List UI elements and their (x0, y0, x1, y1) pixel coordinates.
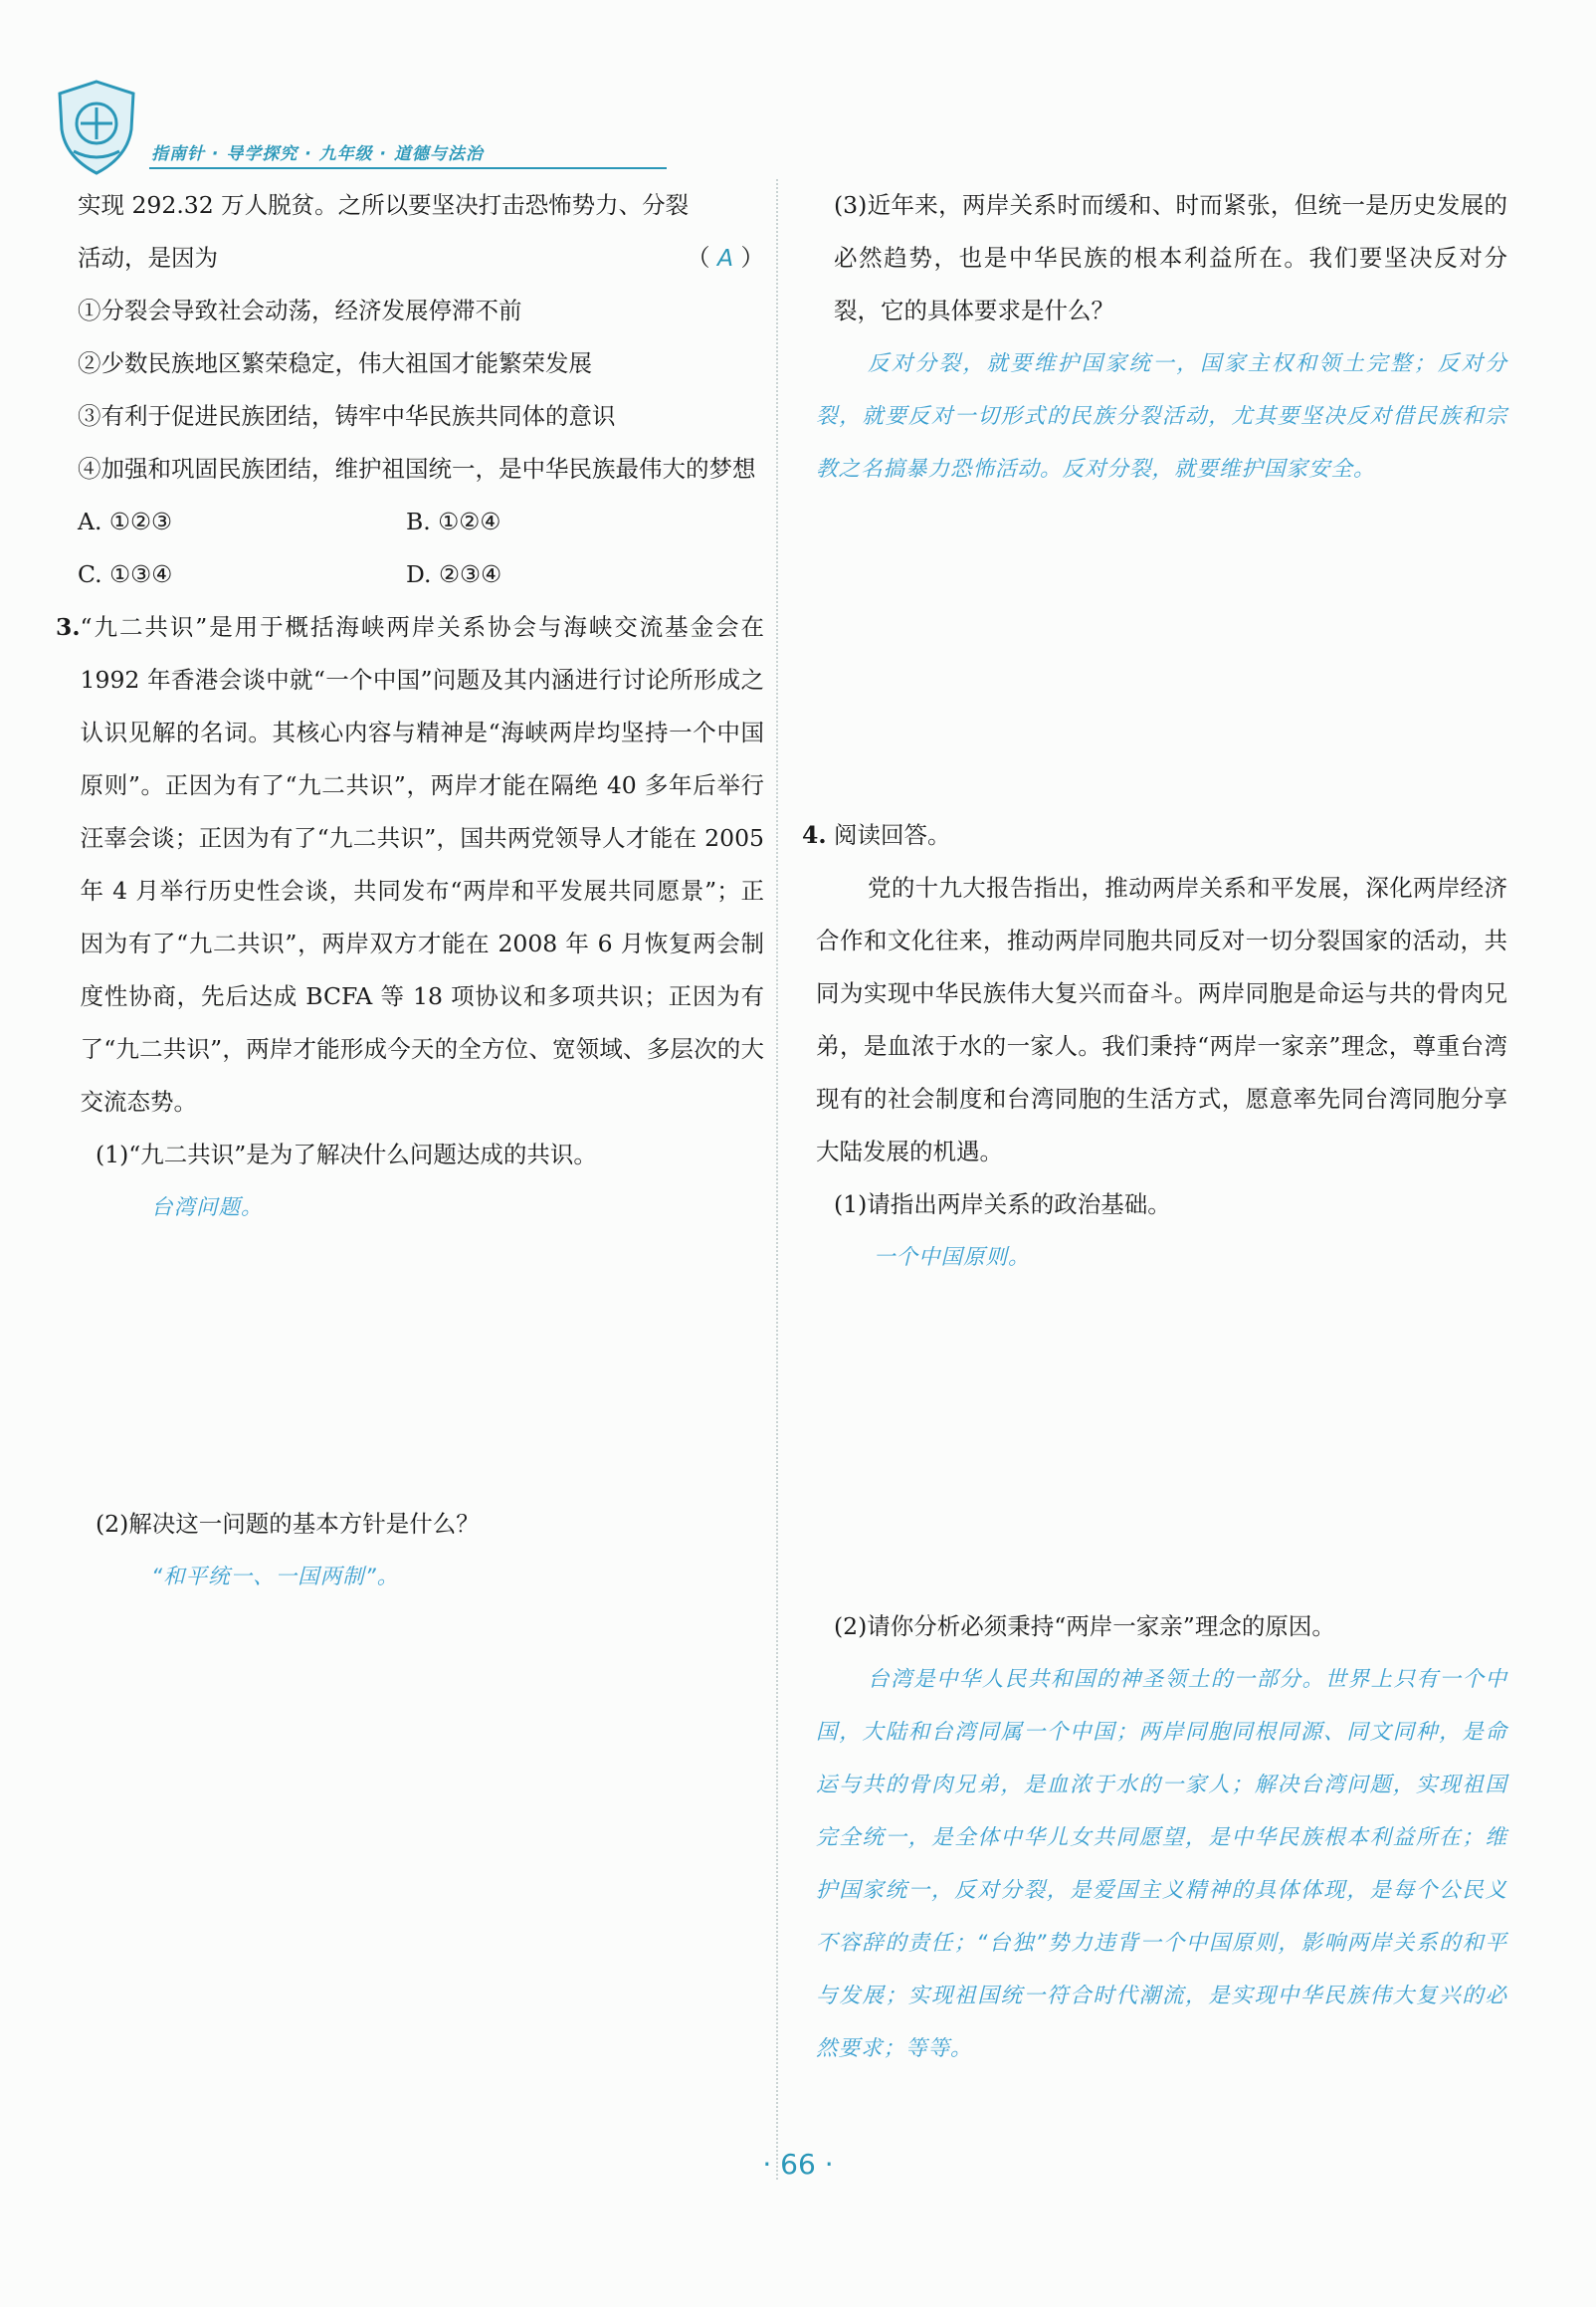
q4-answer1: 一个中国原则。 (874, 1245, 1031, 1270)
answer-space (816, 496, 1507, 809)
header-title: 指南针 · 导学探究 · 九年级 · 道德与法治 (151, 144, 484, 164)
q4-text: 党的十九大报告指出，推动两岸关系和平发展，深化两岸经济合作和文化往来，推动两岸同胞共同反对一切分裂国家的活动，共同为实现中华民族伟大复兴而奋斗。两岸同胞是命运与共的骨肉兄弟，是血浓于水的一家人。我们秉持“两岸一家亲”理念，尊重台湾现有的社会制度和台湾同胞的生活方式，愿意率先同台湾同胞分享大陆发展的机遇。 (816, 874, 1507, 1165)
q3-sub3: (3)近年来，两岸关系时而缓和、时而紧张，但统一是历史发展的必然趋势，也是中华民族的根本利益所在。我们要坚决反对分裂，它的具体要求是什么？ (834, 191, 1507, 324)
q4-title: 阅读回答。 (834, 821, 951, 849)
q4-answer2: 台湾是中华人民共和国的神圣领土的一部分。世界上只有一个中国，大陆和台湾同属一个中国；两岸同胞同根同源、同文同种，是命运与共的骨肉兄弟，是血浓于水的一家人；解决台湾问题，实现祖国完全统一，是全体中华儿女共同愿望，是中华民族根本利益所在；维护国家统一，反对分裂，是爱国主义精神的具体体现，是每个公民义不容辞的责任；“台独”势力违背一个中国原则，影响两岸关系的和平与发展；实现祖国统一符合时代潮流，是实现中华民族伟大复兴的必然要求；等等。 (816, 1667, 1507, 2061)
q2-option-d: D. ②③④ (406, 560, 502, 588)
q2-continuation-line2: 活动，是因为 (78, 244, 218, 272)
left-column (56, 179, 764, 1603)
q3-text: “九二共识”是用于概括海峡两岸关系协会与海峡交流基金会在 1992 年香港会谈中就“一个中国”问题及其内涵进行讨论所形成之认识见解的名词。其核心内容与精神是“海峡两岸均坚持一个中国原则”。正因为有了“九二共识”，两岸才能在隔绝 40 多年后举行汪辜会谈；正因为有了“九二共识”，国共两党领导人才能在 2005 年 4 月举行历史性会谈，共同发布“两岸和平发展共同愿景”；正因为有了“九二共识”，两岸双方才能在 2008 年 6 月恢复两会制度性协商，先后达成 BCFA 等 18 项协议和多项共识；正因为有了“九二共识”，两岸才能形成今天的全方位、宽领域、多层次的大交流态势。 (80, 613, 764, 1116)
q2-answer-bracket: （ A ） (686, 244, 764, 272)
q4-heading (802, 809, 1507, 862)
q4-sub2: (2)请你分析必须秉持“两岸一家亲”理念的原因。 (834, 1612, 1335, 1640)
answer-space (78, 1234, 764, 1498)
column-divider (776, 179, 778, 2180)
q3-answer1: 台湾问题。 (151, 1195, 264, 1220)
q2-continuation-line1: 实现 292.32 万人脱贫。之所以要坚决打击恐怖势力、分裂 (78, 191, 690, 219)
q3-answer3: 反对分裂，就要维护国家统一，国家主权和领土完整；反对分裂，就要反对一切形式的民族分裂活动，尤其要坚决反对借民族和宗教之名搞暴力恐怖活动。反对分裂，就要维护国家安全。 (816, 351, 1507, 482)
q2-item-1: ①分裂会导致社会动荡，经济发展停滞不前 (78, 297, 522, 324)
right-column (802, 179, 1507, 2075)
q2-item-3: ③有利于促进民族团结，铸牢中华民族共同体的意识 (78, 402, 616, 430)
page-number: · 66 · (762, 2148, 834, 2181)
q2-item-2: ②少数民族地区繁荣稳定，伟大祖国才能繁荣发展 (78, 349, 592, 377)
q2-stem-line (78, 232, 764, 285)
q2-options (78, 496, 764, 601)
q2-option-c: C. ①③④ (78, 560, 173, 588)
q3-block (56, 601, 764, 1129)
answer-space (816, 1284, 1507, 1600)
q3-number: 3. (56, 613, 81, 641)
q3-sub1: (1)“九二共识”是为了解决什么问题达成的共识。 (96, 1141, 597, 1168)
q4-sub1: (1)请指出两岸关系的政治基础。 (834, 1190, 1171, 1218)
q3-sub2: (2)解决这一问题的基本方针是什么？ (96, 1510, 480, 1538)
q4-number: 4. (802, 821, 827, 849)
page-header (52, 78, 609, 177)
header-rule (149, 167, 667, 169)
q2-answer: A (716, 244, 734, 272)
q2-option-a: A. ①②③ (78, 508, 173, 535)
q2-option-b: B. ①②④ (406, 508, 501, 535)
q3-answer2: “和平统一、一国两制”。 (151, 1565, 400, 1589)
shield-logo-icon (52, 78, 141, 177)
q2-item-4: ④加强和巩固民族团结，维护祖国统一，是中华民族最伟大的梦想 (78, 455, 756, 483)
